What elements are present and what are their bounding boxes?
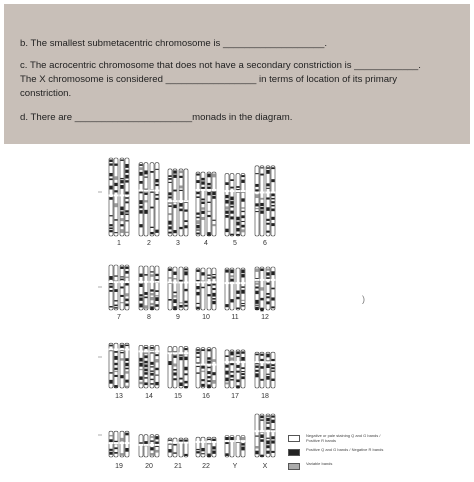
chromosome-label: 22 [202, 463, 210, 470]
chromatid-shape [184, 438, 189, 457]
chromatid-shape [225, 268, 230, 310]
chromatid-shape [168, 267, 173, 310]
chromosome-label: Y [232, 463, 238, 470]
chromatid-shape [168, 438, 173, 457]
chromatid-shape [241, 174, 246, 236]
chromosome-label: 8 [147, 314, 151, 321]
chromatid-shape [260, 352, 265, 388]
legend-swatch [288, 449, 300, 456]
chromatid-shape [260, 166, 265, 236]
legend-label: Negative or pale staining Q and G bands / Positive R bands [306, 433, 381, 443]
chromatid-shape [114, 158, 119, 236]
chromosome-label: 19 [115, 463, 123, 470]
chromatid-shape [144, 435, 149, 457]
chromatid-shape [255, 267, 260, 310]
chromosome-label: 10 [202, 314, 210, 321]
chromosome-label: 14 [145, 393, 153, 400]
legend-item [288, 448, 398, 460]
chromatid-shape [201, 268, 206, 310]
chromatid-shape [212, 268, 217, 310]
chromatid-shape [150, 163, 155, 236]
chromatid-shape [139, 435, 144, 457]
chromatid-shape [114, 343, 119, 388]
chromatid-shape [260, 414, 265, 457]
chromatid-shape [196, 172, 201, 236]
chromatid-shape [271, 267, 276, 310]
chromosome-label: 17 [231, 393, 239, 400]
chromatid-shape [125, 158, 130, 236]
legend-item [288, 434, 398, 446]
chromatid-shape [125, 431, 130, 457]
chromatid-shape [150, 435, 155, 457]
question-c-line2: The X chromosome is considered _________________ in terms of location of its primary [20, 74, 398, 85]
legend-item [288, 462, 398, 474]
chromatid-shape [236, 436, 241, 458]
chromosome-label: 1 [117, 240, 121, 247]
chromatid-shape [201, 172, 206, 236]
chromatid-shape [173, 347, 178, 388]
chromatid-shape [207, 172, 212, 236]
chromatid-shape [139, 163, 144, 236]
chromatid-shape [266, 414, 271, 457]
chromatid-shape [241, 350, 246, 388]
chromosome-label: 12 [261, 314, 269, 321]
chromatid-shape [266, 267, 271, 310]
chromatid-shape [125, 265, 130, 310]
chromatid-shape [212, 437, 217, 457]
chromosome-label: 15 [174, 393, 182, 400]
chromatid-shape [168, 347, 173, 388]
chromosome-label: 21 [174, 463, 182, 470]
chromatid-shape [173, 267, 178, 310]
chromatid-shape [179, 267, 184, 310]
chromosome-label: 16 [202, 393, 210, 400]
chromatid-shape [144, 266, 149, 310]
chromatid-shape [109, 431, 114, 457]
chromosome-label: 6 [263, 240, 267, 247]
chromatid-shape [225, 436, 230, 458]
chromatid-shape [184, 267, 189, 310]
chromosome-label: 3 [176, 240, 180, 247]
chromatid-shape [114, 265, 119, 310]
chromatid-shape [179, 169, 184, 236]
question-c-line3: constriction. [20, 88, 72, 99]
chromatid-shape [271, 352, 276, 388]
chromatid-shape [196, 348, 201, 388]
chromatid-shape [139, 266, 144, 310]
chromatid-shape [150, 266, 155, 310]
chromatid-shape [241, 436, 246, 458]
chromatid-shape [144, 163, 149, 236]
chromatid-shape [173, 169, 178, 236]
chromatid-shape [109, 265, 114, 310]
chromatid-shape [184, 347, 189, 389]
chromosome-label: 2 [147, 240, 151, 247]
chromatid-shape [155, 163, 160, 236]
question-d: d. There are ______________________monads in the diagram. [20, 112, 293, 123]
chromatid-shape [144, 345, 149, 388]
chromatid-shape [125, 343, 130, 388]
chromatid-shape [255, 414, 260, 457]
chromatid-shape [266, 166, 271, 236]
chromatid-shape [109, 343, 114, 388]
chromatid-shape [230, 174, 235, 236]
chromatid-shape [212, 348, 217, 388]
chromatid-shape [184, 169, 189, 236]
chromosome-label: 9 [176, 314, 180, 321]
chromatid-shape [114, 431, 119, 457]
question-b: b. The smallest submetacentric chromosome is ___________________. [20, 38, 328, 49]
legend-swatch [288, 435, 300, 442]
chromosome-label: 7 [117, 314, 121, 321]
chromosome-label: 20 [145, 463, 153, 470]
legend-label: Variable bands [306, 461, 333, 466]
chromatid-shape [168, 169, 173, 236]
chromatid-shape [225, 174, 230, 236]
chromatid-shape [155, 266, 160, 310]
chromosome-label: 18 [261, 393, 269, 400]
karyotype-diagram [92, 152, 392, 477]
chromatid-shape [230, 268, 235, 310]
chromatid-shape [120, 265, 125, 310]
chromatid-shape [196, 268, 201, 310]
chromatid-shape [207, 348, 212, 388]
chromosome-label: 4 [204, 240, 208, 247]
chromatid-shape [120, 431, 125, 457]
chromatid-shape [179, 347, 184, 388]
chromosome-label: 13 [115, 393, 123, 400]
chromatid-shape [236, 268, 241, 310]
chromatid-shape [255, 352, 260, 388]
chromatid-shape [139, 345, 144, 388]
chromatid-shape [255, 166, 260, 236]
chromatid-shape [207, 437, 212, 457]
chromatid-shape [201, 348, 206, 388]
chromatid-shape [271, 414, 276, 457]
chromatid-shape [212, 172, 217, 236]
chromatid-shape [230, 436, 235, 458]
chromosome-label: X [262, 463, 268, 470]
chromatid-shape [225, 350, 230, 388]
chromatid-shape [260, 267, 265, 311]
question-c-line1: c. The acrocentric chromosome that does not have a secondary constriction is ____________. [20, 60, 421, 71]
legend-swatch [288, 463, 300, 470]
chromatid-shape [207, 268, 212, 310]
chromatid-shape [271, 166, 276, 236]
chromatid-shape [120, 158, 125, 236]
worksheet-questions [4, 4, 470, 144]
chromatid-shape [155, 435, 160, 457]
chromatid-shape [230, 350, 235, 388]
chromatid-shape [266, 352, 271, 388]
chromosome-label: 11 [231, 314, 239, 321]
chromatid-shape [155, 345, 160, 388]
chromatid-shape [120, 343, 125, 388]
chromatid-shape [236, 174, 241, 236]
chromatid-shape [173, 438, 178, 457]
chromatid-shape [179, 438, 184, 457]
side-mark: ) [362, 294, 365, 304]
chromatid-shape [196, 437, 201, 457]
chromatid-shape [236, 350, 241, 388]
chromosome-label: 5 [233, 240, 237, 247]
chromatid-shape [109, 158, 114, 236]
legend-label: Positive Q and G bands / Negative R bands [306, 447, 384, 452]
chromatid-shape [241, 268, 246, 310]
chromatid-shape [150, 345, 155, 388]
chromatid-shape [201, 437, 206, 457]
